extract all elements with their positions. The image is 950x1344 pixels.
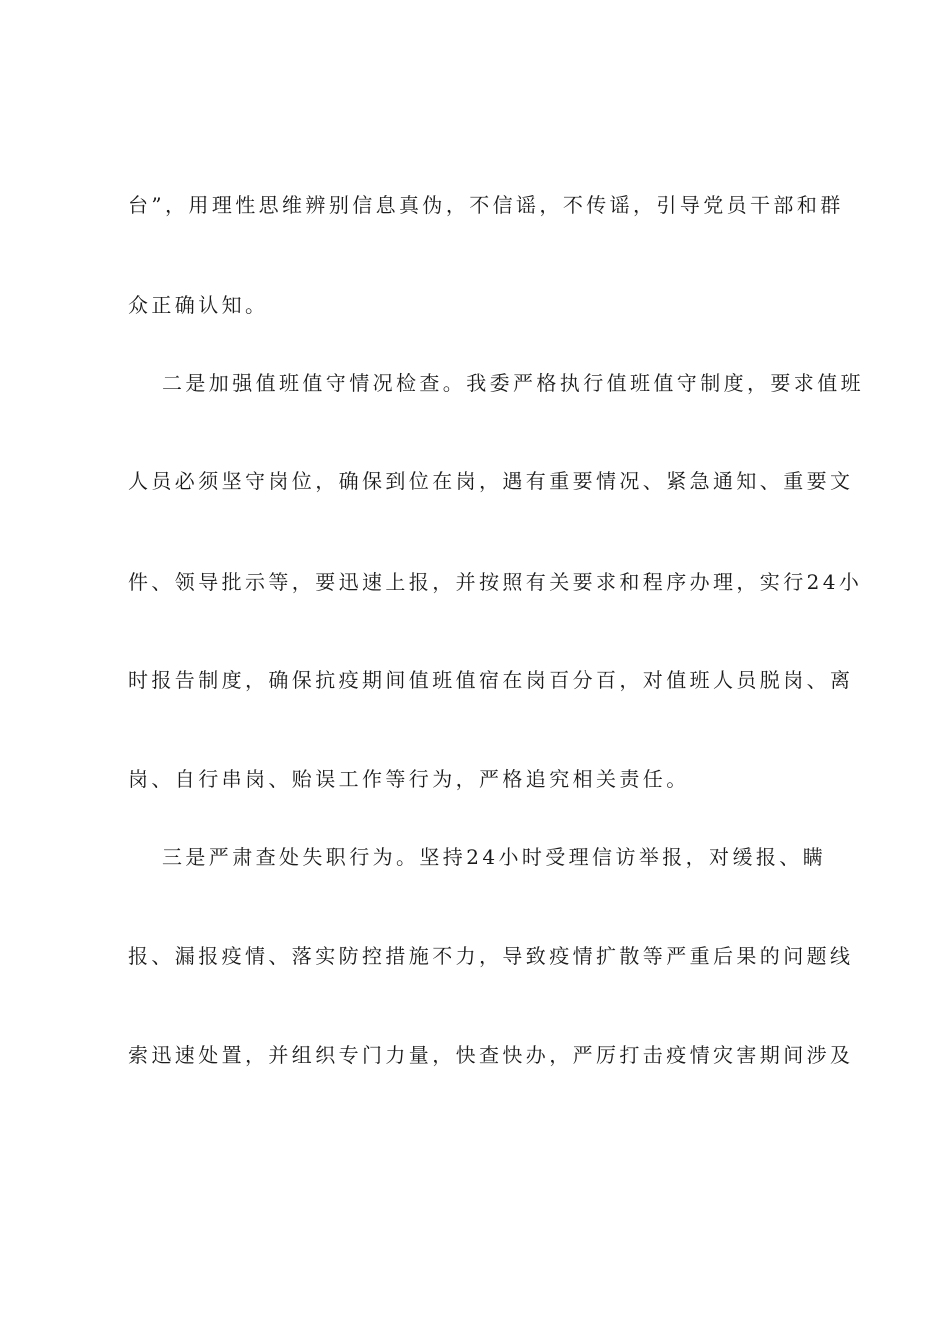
text-line-6: 时报告制度，确保抗疫期间值班值宿在岗百分百，对值班人员脱岗、离 xyxy=(128,668,854,692)
text-line-7: 岗、自行串岗、贻误工作等行为，严格追究相关责任。 xyxy=(128,767,690,791)
text-line-1: 台”，用理性思维辨别信息真伪，不信谣，不传谣，引导党员干部和群 xyxy=(128,193,844,217)
paragraph-2-line-1: 二是加强值班值守情况检查。我委严格执行值班值守制度，要求值班 xyxy=(162,371,864,395)
text-line-9: 报、漏报疫情、落实防控措施不力，导致疫情扩散等严重后果的问题线 xyxy=(128,944,854,968)
text-line-2: 众正确认知。 xyxy=(128,293,269,317)
paragraph-3-line-1: 三是严肃查处失职行为。坚持24小时受理信访举报，对缓报、瞒 xyxy=(162,845,827,869)
text-line-4: 人员必须坚守岗位，确保到位在岗，遇有重要情况、紧急通知、重要文 xyxy=(128,469,854,493)
text-line-5: 件、领导批示等，要迅速上报，并按照有关要求和程序办理，实行24小 xyxy=(128,570,863,594)
text-line-10: 索迅速处置，并组织专门力量，快查快办，严厉打击疫情灾害期间涉及 xyxy=(128,1043,854,1067)
